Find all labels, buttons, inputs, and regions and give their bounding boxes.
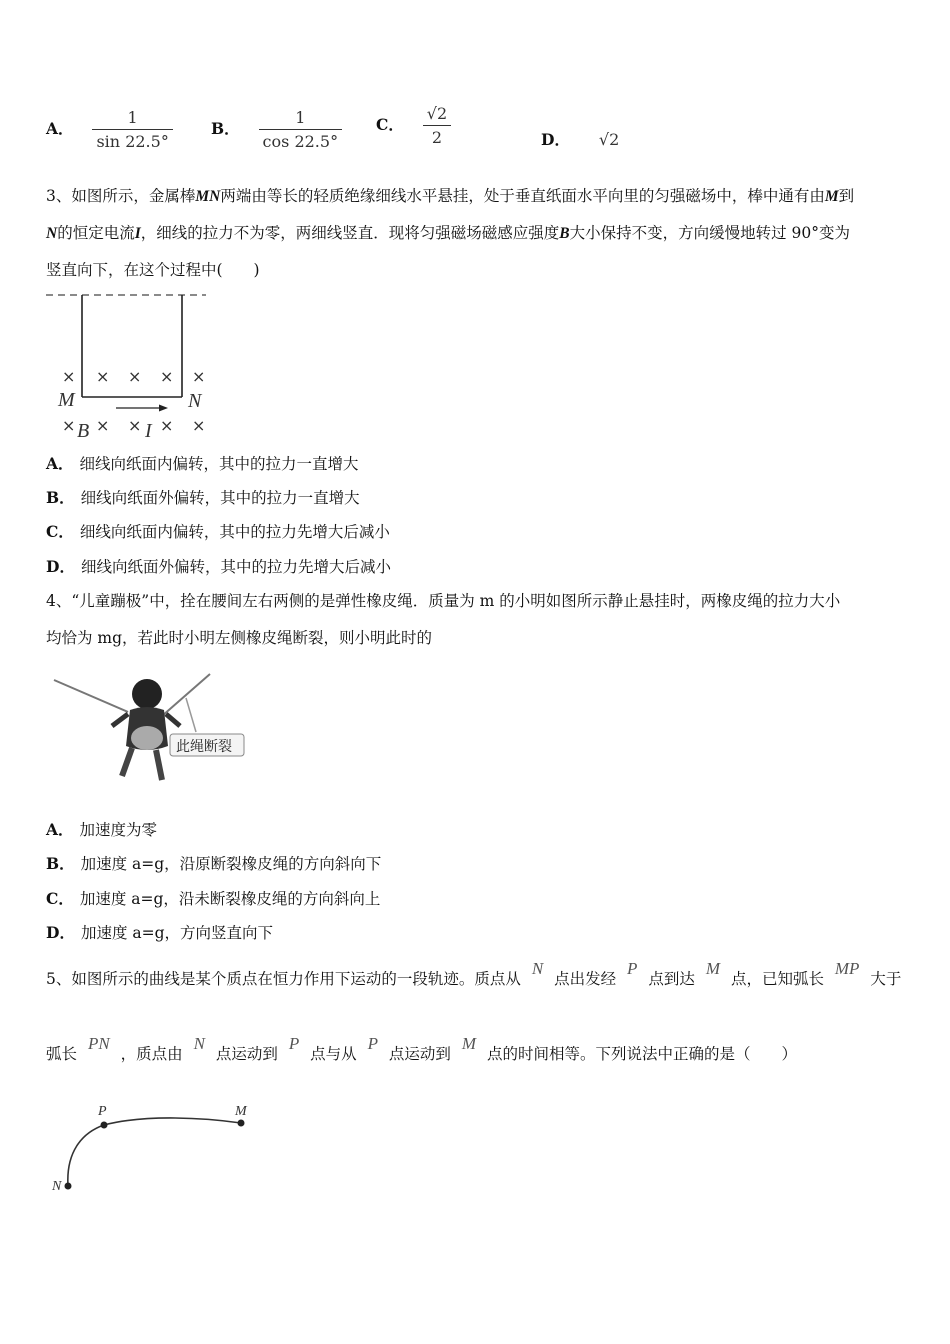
option-value: √2: [598, 130, 620, 149]
field-cross: ×: [96, 367, 110, 386]
field-cross: ×: [128, 416, 142, 435]
left-rope: [54, 680, 128, 712]
harness: [131, 726, 163, 750]
q4-option-c[interactable]: C． 加速度 a=g，沿未断裂橡皮绳的方向斜向上: [46, 889, 381, 908]
q2-option-d[interactable]: [541, 128, 619, 150]
q3-option-d[interactable]: D． 细线向纸面外偏转，其中的拉力先增大后减小: [46, 557, 391, 576]
q3-option-b[interactable]: B． 细线向纸面外偏转，其中的拉力一直增大: [46, 488, 360, 507]
field-cross: ×: [192, 416, 206, 435]
q3-stem-line1: 3、如图所示，金属棒MN两端由等长的轻质绝缘细线水平悬挂，处于垂直纸面水平向里的匀强磁场中，棒中通有由M到: [46, 187, 855, 205]
label-m: M: [235, 1104, 247, 1119]
q5-stem-line1: 5、如图所示的曲线是某个质点在恒力作用下运动的一段轨迹。质点从 N 点出发经 P 点到达 M 点，已知弧长 MP 大于: [46, 959, 902, 988]
child-legs: [122, 748, 162, 780]
q3-stem-line2: N的恒定电流I，细线的拉力不为零，两细线竖直．现将匀强磁场磁感应强度B大小保持不变，方向缓慢地转过 90°变为: [46, 224, 851, 242]
option-label: B．: [211, 118, 240, 138]
broken-rope-pointer: [186, 698, 196, 732]
option-label: D．: [541, 130, 570, 149]
label-n: N: [188, 390, 202, 412]
label-p: P: [98, 1104, 107, 1119]
q4-option-d[interactable]: D． 加速度 a=g，方向竖直向下: [46, 923, 274, 942]
label-m: M: [58, 389, 75, 411]
point-p: [101, 1122, 108, 1129]
broken-rope-label: 此绳断裂: [176, 739, 232, 755]
q3-option-c[interactable]: C． 细线向纸面内偏转，其中的拉力先增大后减小: [46, 522, 390, 541]
point-m: [238, 1120, 245, 1127]
label-n: N: [52, 1179, 62, 1194]
q3-figure: [44, 285, 224, 445]
label-i: I: [145, 420, 152, 442]
q3-option-a[interactable]: A． 细线向纸面内偏转，其中的拉力一直增大: [46, 454, 359, 473]
q4-figure: [50, 668, 260, 793]
child-head: [132, 679, 162, 709]
point-n: [65, 1183, 72, 1190]
option-label: A．: [46, 118, 74, 138]
q2-option-a[interactable]: [46, 108, 173, 151]
field-cross: ×: [160, 416, 174, 435]
trajectory-curve: [68, 1118, 241, 1186]
fraction: $\frac{1}{\sin 22.5^\circ}$: [92, 108, 172, 151]
field-cross: ×: [62, 367, 76, 386]
q5-figure: [46, 1098, 266, 1198]
q4-stem-line2: 均恰为 mg，若此时小明左侧橡皮绳断裂，则小明此时的: [46, 629, 433, 647]
field-cross: ×: [96, 416, 110, 435]
q2-option-b[interactable]: [211, 108, 342, 151]
field-cross: ×: [62, 416, 76, 435]
label-b: B: [77, 420, 90, 442]
right-rope: [162, 674, 210, 716]
q3-stem-line3: 竖直向下，在这个过程中( ): [46, 261, 260, 279]
q4-option-b[interactable]: B． 加速度 a=g，沿原断裂橡皮绳的方向斜向下: [46, 854, 382, 873]
q4-stem-line1: 4、“儿童蹦极”中，拴在腰间左右两侧的是弹性橡皮绳．质量为 m 的小明如图所示静止悬挂时，两橡皮绳的拉力大小: [46, 592, 841, 610]
current-arrowhead: [159, 405, 168, 412]
fraction: $\frac{1}{\cos 22.5^\circ}$: [259, 108, 343, 151]
fraction: $\frac{√2}{2}$: [423, 104, 451, 147]
q5-stem-line2: 弧长 PN ，质点由 N 点运动到 P 点与从 P 点运动到 M 点的时间相等。下列说法中正确的是（ ）: [46, 1034, 797, 1063]
q4-option-a[interactable]: A． 加速度为零: [46, 820, 158, 839]
option-label: C．: [376, 114, 404, 134]
field-cross: ×: [192, 367, 206, 386]
field-cross: ×: [160, 367, 174, 386]
q2-option-c[interactable]: [376, 104, 451, 147]
field-cross: ×: [128, 367, 142, 386]
